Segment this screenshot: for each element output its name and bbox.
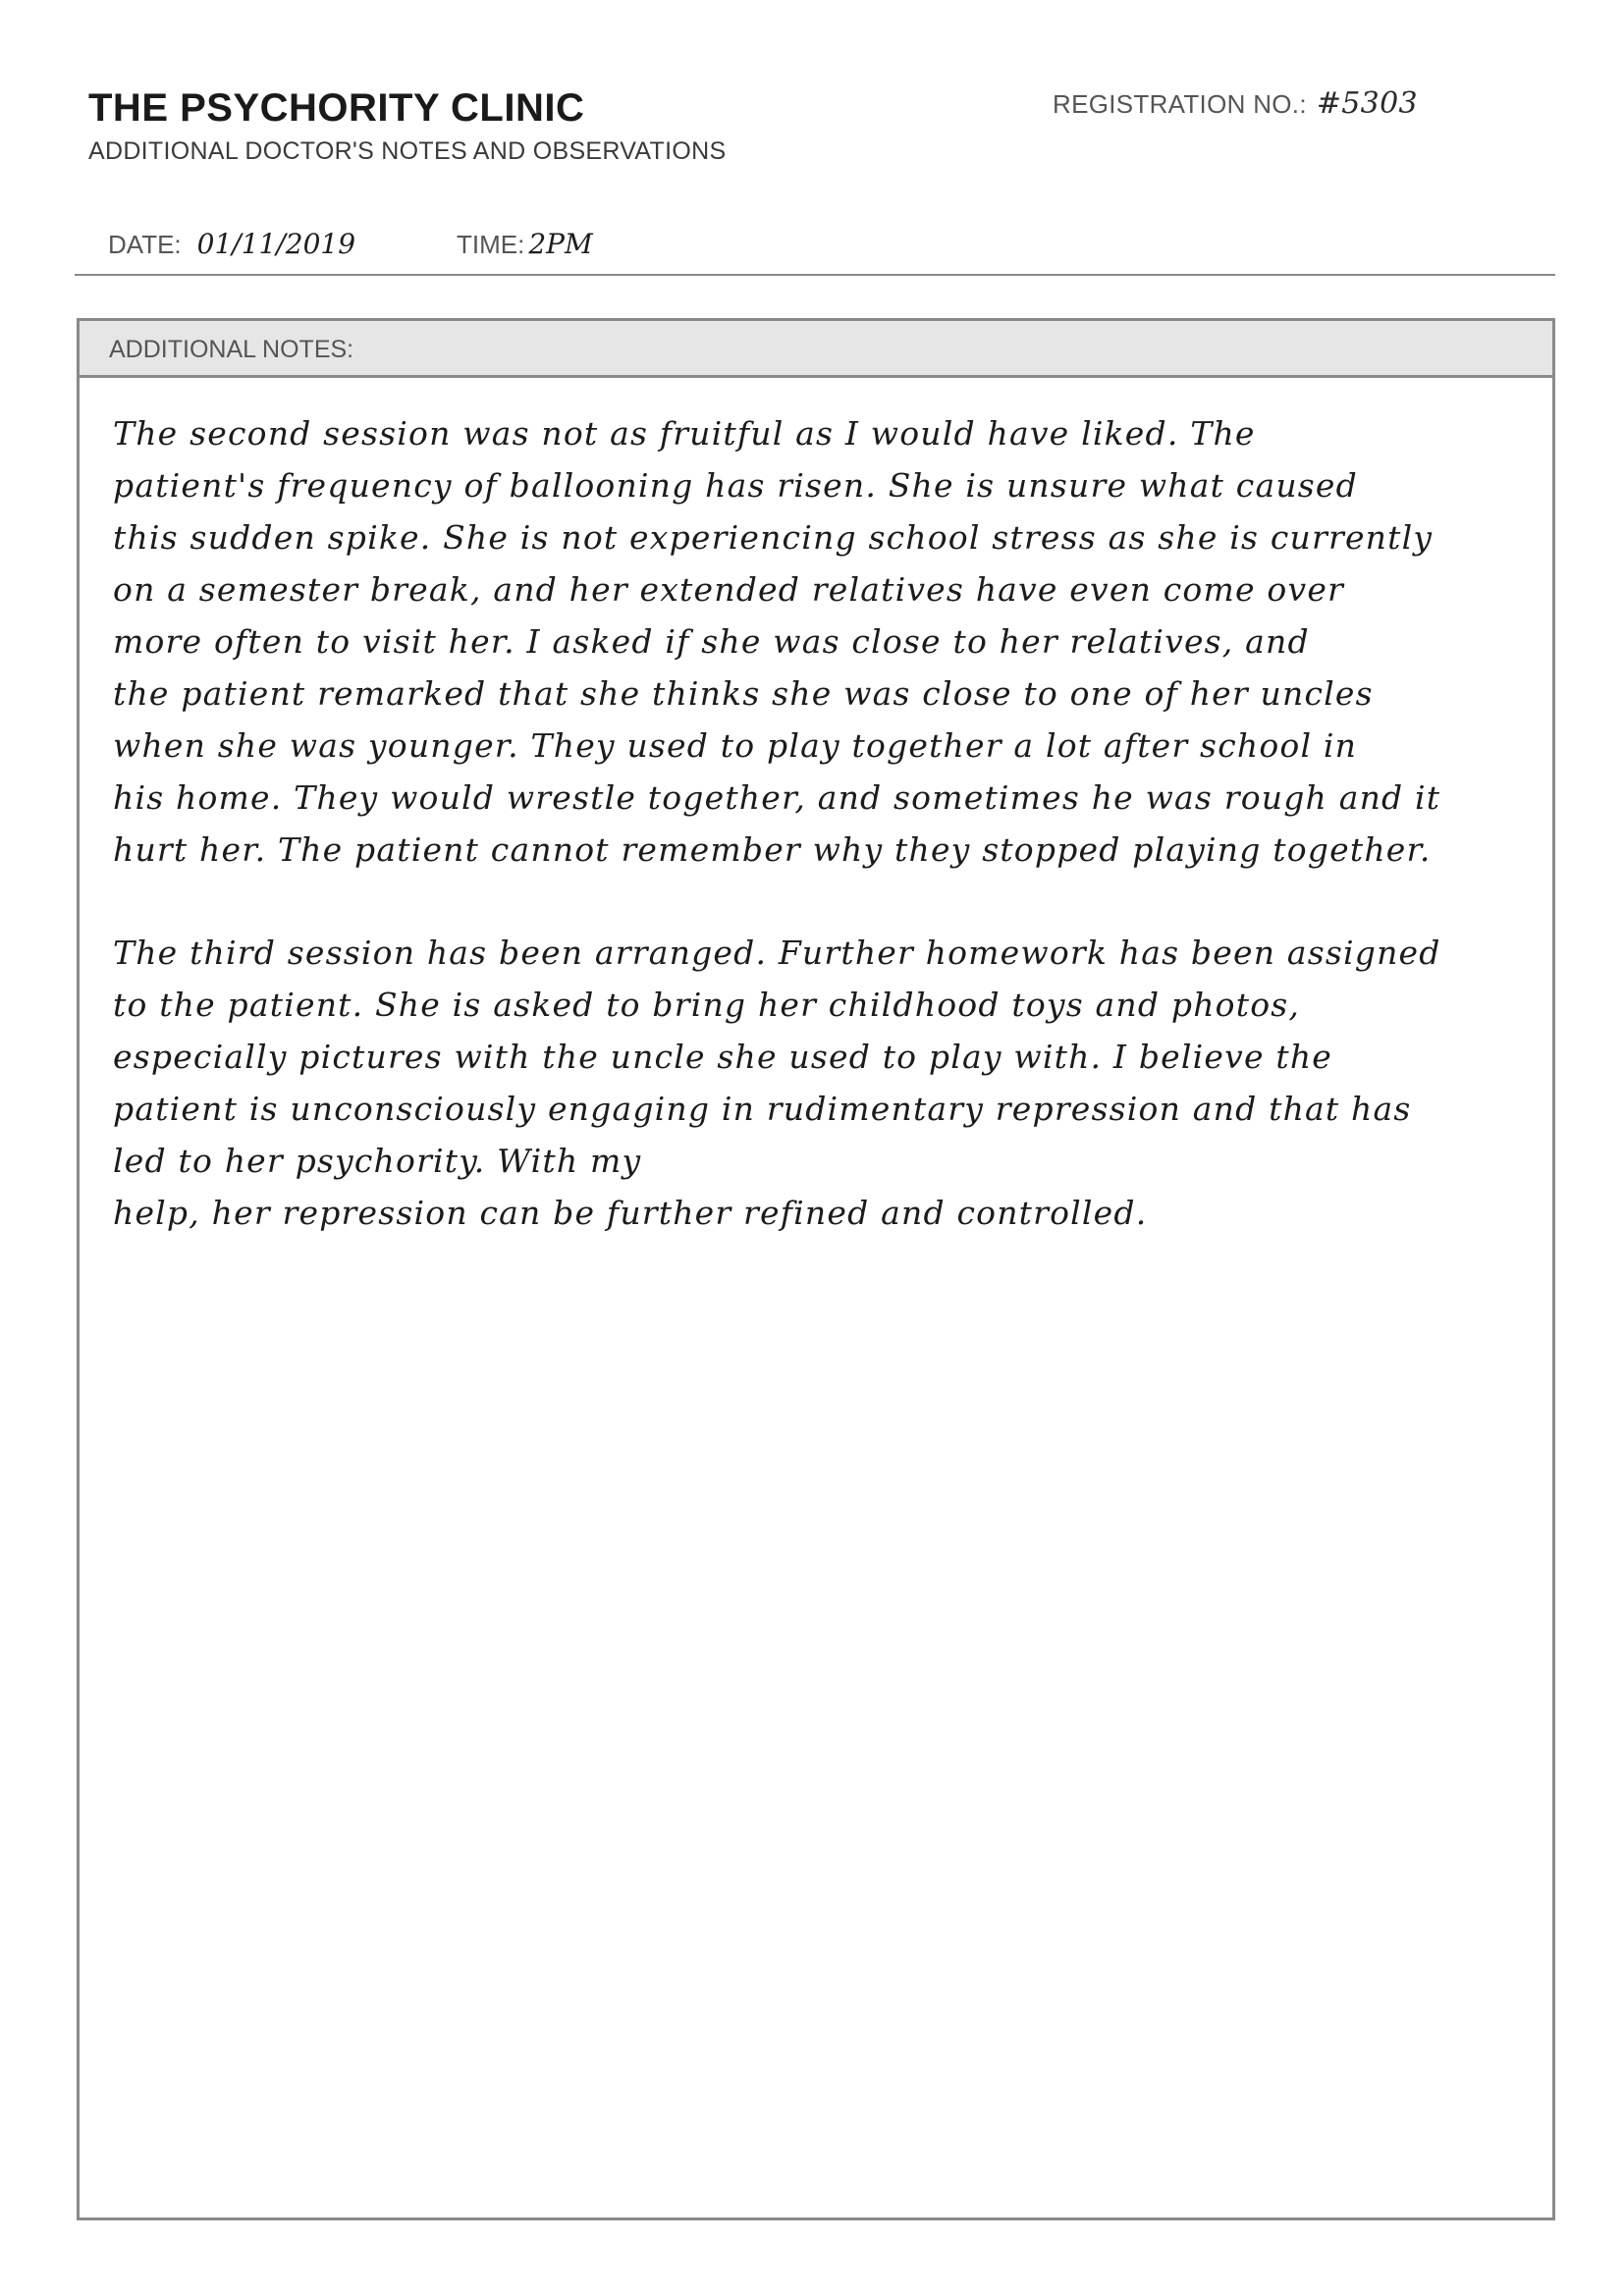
date-field <box>108 228 355 260</box>
notes-paragraph <box>113 407 1525 876</box>
notes-body <box>80 378 1552 1239</box>
date-value: 01/11/2019 <box>196 228 356 260</box>
note-line: his home. They would wrestle together, and sometimes he was rough and it <box>113 778 1441 817</box>
date-label: DATE: <box>108 230 182 259</box>
registration-value: #5303 <box>1316 86 1418 121</box>
note-line: more often to visit her. I asked if she was close to her relatives, and <box>113 622 1310 661</box>
time-label: TIME: <box>457 230 525 259</box>
note-line: led to her psychority. With my <box>113 1142 642 1180</box>
additional-notes-box <box>77 318 1555 2220</box>
note-line: patient is unconsciously engaging in rudimentary repression and that has <box>113 1090 1412 1128</box>
note-line: on a semester break, and her extended relatives have even come over <box>113 570 1345 609</box>
notes-header: ADDITIONAL NOTES: <box>80 321 1552 378</box>
time-value: 2PM <box>528 228 593 260</box>
note-line: patient's frequency of ballooning has risen. She is unsure what caused <box>113 466 1358 505</box>
notes-paragraph <box>113 927 1525 1239</box>
note-line: help, her repression can be further refined and controlled. <box>113 1194 1148 1232</box>
time-field <box>457 228 593 260</box>
clinic-title: THE PSYCHORITY CLINIC <box>88 86 585 130</box>
note-line: to the patient. She is asked to bring her childhood toys and photos, <box>113 986 1301 1024</box>
note-line: The second session was not as fruitful as I would have liked. The <box>113 414 1256 453</box>
registration-field <box>1053 86 1418 121</box>
note-line: this sudden spike. She is not experiencing school stress as she is currently <box>113 518 1434 557</box>
header-divider <box>75 274 1555 276</box>
note-line: the patient remarked that she thinks she was close to one of her uncles <box>113 674 1374 713</box>
note-line: The third session has been arranged. Further homework has been assigned <box>113 934 1441 972</box>
note-line: hurt her. The patient cannot remember why they stopped playing together. <box>113 830 1432 869</box>
form-subtitle: ADDITIONAL DOCTOR'S NOTES AND OBSERVATIONS <box>88 137 727 165</box>
registration-label: REGISTRATION NO.: <box>1053 89 1307 119</box>
note-line: when she was younger. They used to play together a lot after school in <box>113 726 1358 765</box>
note-line: especially pictures with the uncle she used to play with. I believe the <box>113 1038 1333 1076</box>
